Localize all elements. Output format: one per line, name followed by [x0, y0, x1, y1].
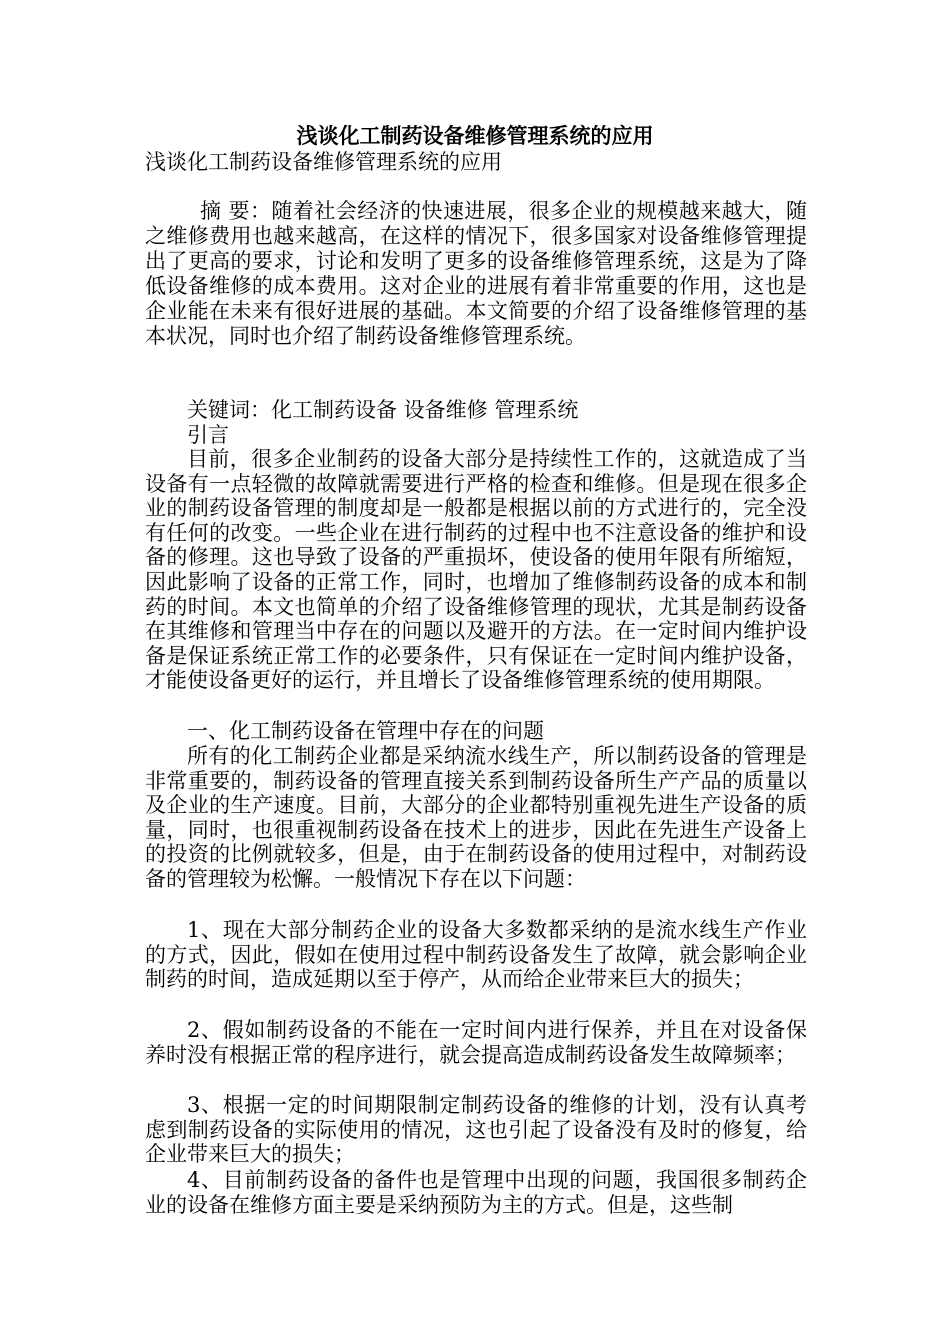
- list-item-4: 4、目前制药设备的备件也是管理中出现的问题，我国很多制药企业的设备在维修方面主要是采纳预防为主的方式。但是，这些制: [145, 1168, 807, 1217]
- list-item-1: 1、现在大部分制药企业的设备大多数都采纳的是流水线生产作业的方式，因此，假如在使用过程中制药设备发生了故障，就会影响企业制药的时间，造成延期以至于停产，从而给企业带来巨大的损失；: [145, 918, 807, 992]
- list-item-2: 2、假如制药设备的不能在一定时间内进行保养，并且在对设备保养时没有根据正常的程序进行，就会提高造成制药设备发生故障频率；: [145, 1018, 807, 1067]
- section1-heading: 一、化工制药设备在管理中存在的问题: [187, 719, 544, 743]
- abstract-paragraph: 摘 要：随着社会经济的快速进展，很多企业的规模越来越大，随之维修费用也越来越高，在这样的情况下，很多国家对设备维修管理提出了更高的要求，讨论和发明了更多的设备维修管理系统，这是为了降低设备维修的成本费用。这对企业的进展有着非常重要的作用，这也是企业能在未来有很好进展的基础。本文简要的介绍了设备维修管理的基本状况，同时也介绍了制药设备维修管理系统。: [145, 199, 807, 348]
- intro-paragraph: 目前，很多企业制药的设备大部分是持续性工作的，这就造成了当设备有一点轻微的故障就需要进行严格的检查和维修。但是现在很多企业的制药设备管理的制度却是一般都是根据以前的方式进行的，完全没有任何的改变。一些企业在进行制药的过程中也不注意设备的维护和设备的修理。这也导致了设备的严重损坏，使设备的使用年限有所缩短，因此影响了设备的正常工作，同时，也增加了维修制药设备的成本和制药的时间。本文也简单的介绍了设备维修管理的现状，尤其是制药设备在其维修和管理当中存在的问题以及避开的方法。在一定时间内维护设备是保证系统正常工作的必要条件，只有保证在一定时间内维护设备，才能使设备更好的运行，并且增长了设备维修管理系统的使用期限。: [145, 447, 807, 693]
- document-title: 浅谈化工制药设备维修管理系统的应用: [296, 123, 654, 148]
- section1-paragraph: 所有的化工制药企业都是采纳流水线生产，所以制药设备的管理是非常重要的，制药设备的管理直接关系到制药设备所生产产品的质量以及企业的生产速度。目前，大部分的企业都特别重视先进生产设备的质量，同时，也很重视制药设备在技术上的进步，因此在先进生产设备上的投资的比例就较多，但是，由于在制药设备的使用过程中，对制药设备的管理较为松懈。一般情况下存在以下问题：: [145, 744, 807, 891]
- keywords-line: 关键词：化工制药设备 设备维修 管理系统: [187, 398, 579, 422]
- intro-heading: 引言: [187, 423, 229, 447]
- document-subtitle: 浅谈化工制药设备维修管理系统的应用: [145, 150, 502, 174]
- list-item-3: 3、根据一定的时间期限制定制药设备的维修的计划，没有认真考虑到制药设备的实际使用的情况，这也引起了设备没有及时的修复，给企业带来巨大的损失；: [145, 1093, 807, 1167]
